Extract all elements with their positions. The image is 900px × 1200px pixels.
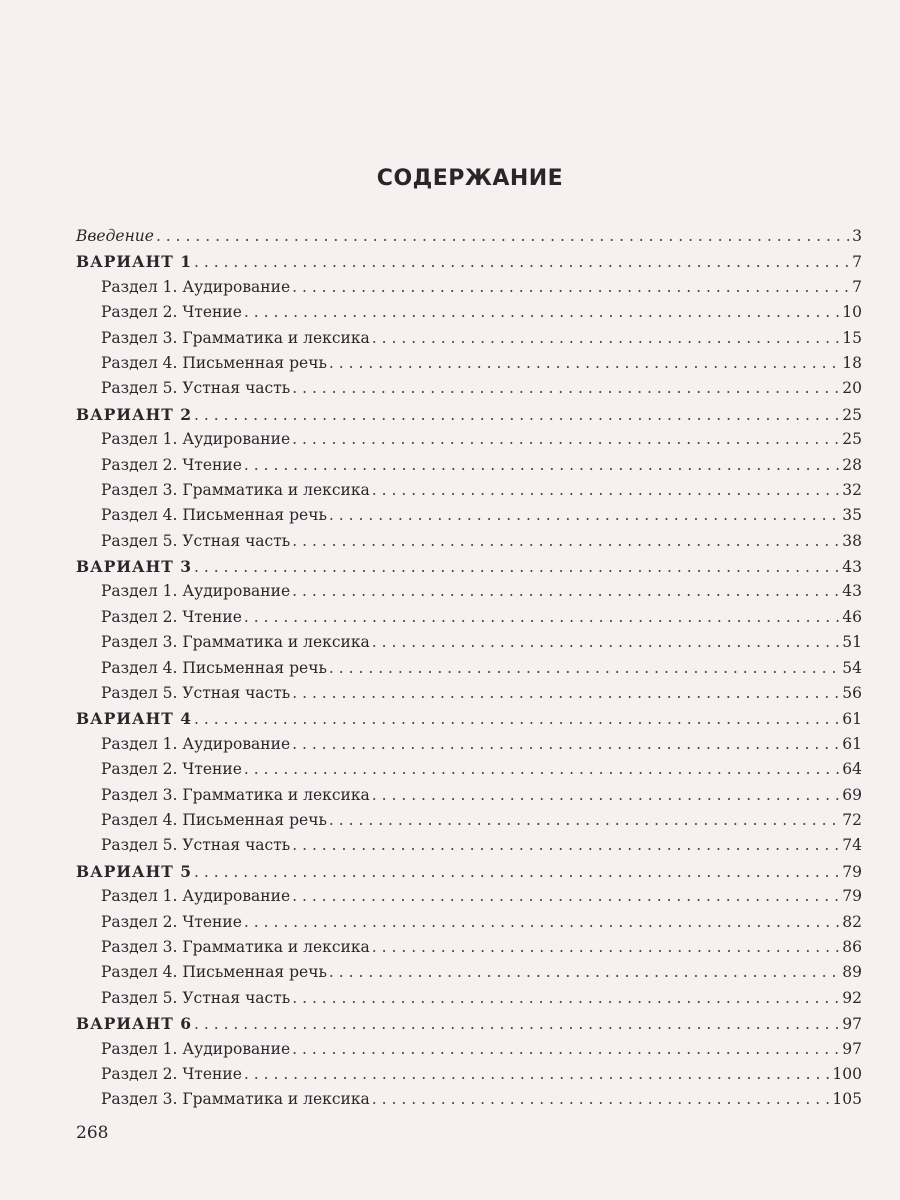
toc-entry-section bbox=[76, 910, 862, 935]
toc-entry-page: 74 bbox=[842, 836, 862, 855]
toc-entry-section bbox=[76, 579, 862, 604]
dot-leader bbox=[244, 910, 840, 935]
toc-entry-page: 28 bbox=[842, 455, 862, 474]
dot-leader bbox=[292, 275, 850, 300]
toc-entry-label: Раздел 5. Устная часть bbox=[101, 531, 291, 550]
toc-entry-label: ВАРИАНТ 1 bbox=[76, 252, 193, 272]
dot-leader bbox=[329, 808, 840, 833]
dot-leader bbox=[292, 732, 840, 757]
toc-entry-label: Раздел 2. Чтение bbox=[101, 607, 242, 626]
toc-entry-section bbox=[76, 503, 862, 528]
dot-leader bbox=[292, 986, 840, 1011]
toc-entry-label: Раздел 5. Устная часть bbox=[101, 836, 291, 855]
toc-entry-label: Раздел 2. Чтение bbox=[101, 1064, 242, 1083]
toc-entry-section bbox=[76, 275, 862, 300]
toc-entry-section bbox=[76, 326, 862, 351]
toc-entry-variant bbox=[76, 249, 862, 274]
toc-entry-page: 7 bbox=[852, 253, 862, 272]
toc-entry-section bbox=[76, 757, 862, 782]
toc-entry-label: Раздел 3. Грамматика и лексика bbox=[101, 480, 370, 499]
dot-leader bbox=[156, 224, 850, 249]
dot-leader bbox=[194, 403, 840, 428]
toc-entry-intro bbox=[76, 224, 862, 249]
toc-entry-page: 69 bbox=[842, 785, 862, 804]
dot-leader bbox=[372, 935, 840, 960]
toc-entry-page: 54 bbox=[842, 658, 862, 677]
toc-entry-page: 61 bbox=[842, 734, 862, 753]
toc-entry-section bbox=[76, 1037, 862, 1062]
toc-entry-page: 79 bbox=[842, 862, 862, 881]
toc-entry-page: 105 bbox=[832, 1090, 862, 1109]
toc-entry-label: Раздел 4. Письменная речь bbox=[101, 963, 327, 982]
toc-entry-page: 3 bbox=[852, 227, 862, 245]
dot-leader bbox=[372, 630, 840, 655]
toc-entry-section bbox=[76, 529, 862, 554]
toc-entry-label: ВАРИАНТ 5 bbox=[76, 861, 193, 881]
dot-leader bbox=[292, 376, 840, 401]
toc-entry-page: 43 bbox=[842, 582, 862, 601]
dot-leader bbox=[292, 579, 840, 604]
toc-entry-label: ВАРИАНТ 3 bbox=[76, 557, 193, 577]
toc-entry-label: Раздел 2. Чтение bbox=[101, 303, 242, 322]
dot-leader bbox=[329, 503, 840, 528]
toc-entry-page: 10 bbox=[842, 303, 862, 322]
dot-leader bbox=[372, 783, 840, 808]
dot-leader bbox=[244, 453, 840, 478]
toc-entry-section bbox=[76, 656, 862, 681]
toc-entry-label: Раздел 4. Письменная речь bbox=[101, 353, 327, 372]
dot-leader bbox=[329, 960, 840, 985]
toc-entry-page: 82 bbox=[842, 912, 862, 931]
dot-leader bbox=[292, 884, 840, 909]
toc-entry-section bbox=[76, 935, 862, 960]
toc-entry-page: 100 bbox=[832, 1064, 862, 1083]
toc-entry-variant bbox=[76, 1011, 862, 1036]
toc-entry-label: Раздел 1. Аудирование bbox=[101, 1039, 291, 1058]
dot-leader bbox=[372, 478, 840, 503]
toc-entry-label: ВАРИАНТ 6 bbox=[76, 1014, 193, 1034]
dot-leader bbox=[194, 1012, 840, 1037]
dot-leader bbox=[292, 833, 840, 858]
toc-entry-page: 35 bbox=[842, 506, 862, 525]
toc-entry-variant bbox=[76, 859, 862, 884]
toc-entry-page: 64 bbox=[842, 760, 862, 779]
dot-leader bbox=[292, 427, 840, 452]
toc-entry-label: ВАРИАНТ 2 bbox=[76, 404, 193, 424]
toc-entry-page: 7 bbox=[852, 277, 862, 296]
toc-entry-label: Раздел 3. Грамматика и лексика bbox=[101, 1090, 370, 1109]
toc-entry-label: Раздел 3. Грамматика и лексика bbox=[101, 785, 370, 804]
toc-entry-label: Раздел 4. Письменная речь bbox=[101, 506, 327, 525]
dot-leader bbox=[194, 707, 840, 732]
toc-entry-page: 72 bbox=[842, 810, 862, 829]
page-title: СОДЕРЖАНИЕ bbox=[376, 166, 564, 191]
toc-entry-page: 86 bbox=[842, 937, 862, 956]
dot-leader bbox=[292, 529, 840, 554]
dot-leader bbox=[372, 326, 840, 351]
toc-entry-label: Раздел 3. Грамматика и лексика bbox=[101, 328, 370, 347]
dot-leader bbox=[292, 681, 840, 706]
toc-entry-page: 89 bbox=[842, 963, 862, 982]
toc-entry-page: 20 bbox=[842, 379, 862, 398]
toc-entry-page: 38 bbox=[842, 531, 862, 550]
toc-entry-page: 79 bbox=[842, 887, 862, 906]
toc-entry-label: Раздел 2. Чтение bbox=[101, 912, 242, 931]
toc-entry-page: 51 bbox=[842, 633, 862, 652]
toc-entry-label: Раздел 1. Аудирование bbox=[101, 582, 291, 601]
dot-leader bbox=[329, 656, 840, 681]
toc-entry-label: Раздел 1. Аудирование bbox=[101, 887, 291, 906]
toc-entry-section bbox=[76, 1087, 862, 1112]
toc-entry-section bbox=[76, 808, 862, 833]
toc-entry-variant bbox=[76, 706, 862, 731]
dot-leader bbox=[194, 250, 850, 275]
toc-entry-section bbox=[76, 884, 862, 909]
dot-leader bbox=[244, 757, 840, 782]
toc-entry-label: Раздел 3. Грамматика и лексика bbox=[101, 937, 370, 956]
toc-entry-label: Раздел 1. Аудирование bbox=[101, 430, 291, 449]
toc-entry-label: Раздел 3. Грамматика и лексика bbox=[101, 633, 370, 652]
dot-leader bbox=[372, 1087, 831, 1112]
dot-leader bbox=[244, 1062, 831, 1087]
toc-entry-section bbox=[76, 376, 862, 401]
toc-entry-section bbox=[76, 630, 862, 655]
toc-entry-section bbox=[76, 833, 862, 858]
toc-entry-page: 25 bbox=[842, 405, 862, 424]
toc-entry-label: Введение bbox=[76, 227, 154, 245]
toc-entry-section bbox=[76, 427, 862, 452]
toc-entry-page: 61 bbox=[842, 710, 862, 729]
toc-entry-section bbox=[76, 1062, 862, 1087]
toc-entry-label: Раздел 2. Чтение bbox=[101, 760, 242, 779]
toc-entry-variant bbox=[76, 402, 862, 427]
toc-entry-page: 32 bbox=[842, 480, 862, 499]
toc-entry-page: 92 bbox=[842, 988, 862, 1007]
toc-entry-label: Раздел 2. Чтение bbox=[101, 455, 242, 474]
toc-entry-section bbox=[76, 732, 862, 757]
toc-entry-variant bbox=[76, 554, 862, 579]
dot-leader bbox=[194, 555, 840, 580]
toc-entry-page: 18 bbox=[842, 353, 862, 372]
toc-entry-page: 43 bbox=[842, 558, 862, 577]
toc-entry-label: Раздел 5. Устная часть bbox=[101, 988, 291, 1007]
toc-entry-label: Раздел 4. Письменная речь bbox=[101, 658, 327, 677]
toc-entry-label: Раздел 1. Аудирование bbox=[101, 277, 291, 296]
dot-leader bbox=[244, 300, 840, 325]
dot-leader bbox=[244, 605, 840, 630]
toc-entry-page: 25 bbox=[842, 430, 862, 449]
toc-entry-section bbox=[76, 478, 862, 503]
toc-entry-page: 15 bbox=[842, 328, 862, 347]
toc-entry-section bbox=[76, 681, 862, 706]
toc-entry-label: Раздел 5. Устная часть bbox=[101, 379, 291, 398]
table-of-contents bbox=[76, 224, 862, 1113]
toc-entry-section bbox=[76, 986, 862, 1011]
toc-entry-section bbox=[76, 605, 862, 630]
page-number: 268 bbox=[76, 1123, 109, 1143]
toc-entry-label: ВАРИАНТ 4 bbox=[76, 709, 193, 729]
dot-leader bbox=[292, 1037, 840, 1062]
dot-leader bbox=[194, 860, 840, 885]
dot-leader bbox=[329, 351, 840, 376]
toc-entry-section bbox=[76, 783, 862, 808]
toc-entry-section bbox=[76, 300, 862, 325]
toc-entry-label: Раздел 1. Аудирование bbox=[101, 734, 291, 753]
toc-entry-page: 97 bbox=[842, 1015, 862, 1034]
toc-entry-label: Раздел 4. Письменная речь bbox=[101, 810, 327, 829]
toc-entry-page: 97 bbox=[842, 1039, 862, 1058]
toc-entry-section bbox=[76, 453, 862, 478]
toc-entry-page: 46 bbox=[842, 607, 862, 626]
toc-entry-section bbox=[76, 960, 862, 985]
toc-entry-label: Раздел 5. Устная часть bbox=[101, 684, 291, 703]
toc-entry-section bbox=[76, 351, 862, 376]
toc-entry-page: 56 bbox=[842, 684, 862, 703]
